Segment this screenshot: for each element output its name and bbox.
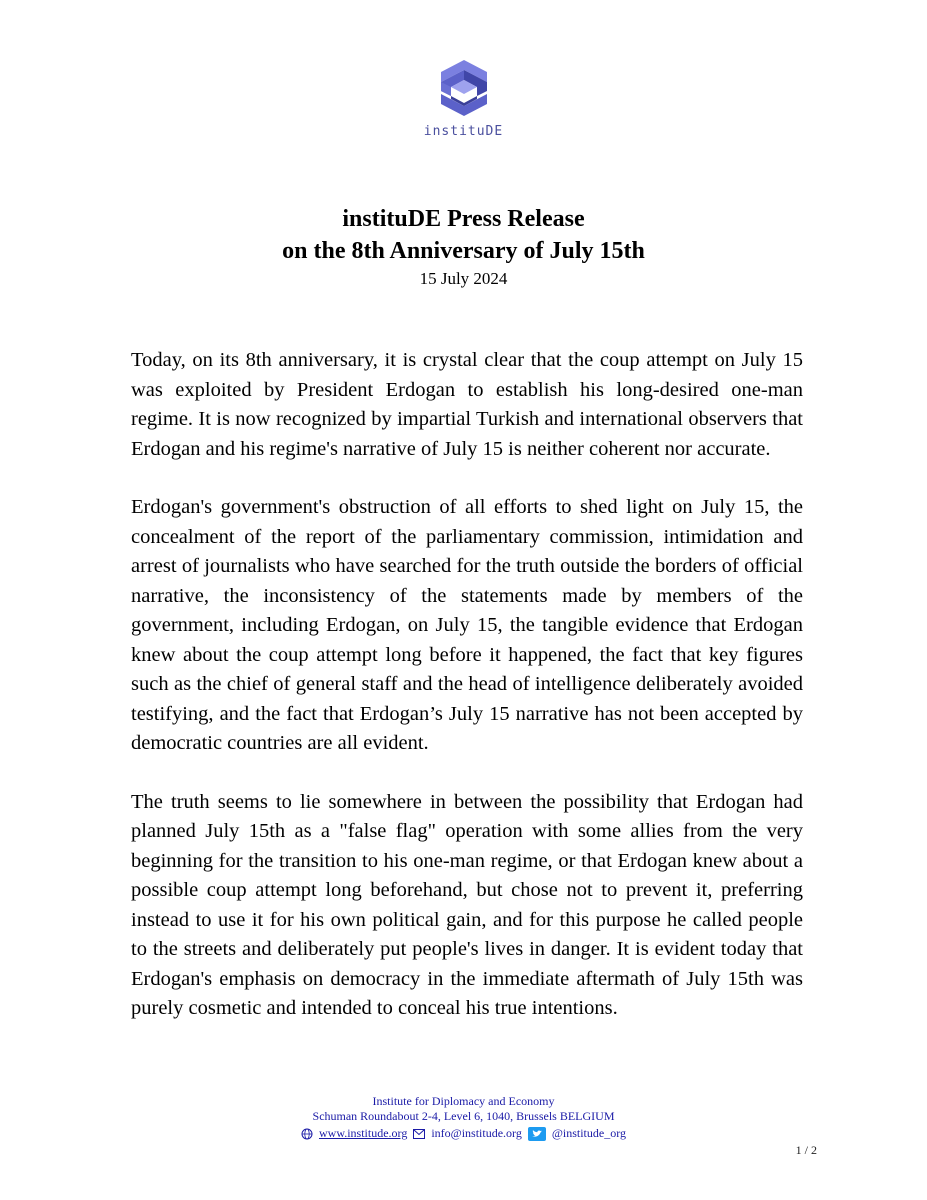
release-date: 15 July 2024: [419, 269, 508, 288]
press-release-body: [131, 346, 803, 1053]
title-block: [0, 203, 927, 289]
footer-contact: [0, 1126, 927, 1141]
footer-org: Institute for Diplomacy and Economy: [372, 1094, 555, 1108]
email-link[interactable]: info@institude.org: [431, 1126, 522, 1140]
paragraph-2: Erdogan's government's obstruction of all efforts to shed light on July 15, the concealment of the report of the parliamentary commission, intimidation and arrest of journalists who have searched for the truth outside the borders of official narrative, the inconsistency of the statements made by members of the government, including Erdogan, on July 15, the tangible evidence that Erdogan knew about the coup attempt long before it happened, the fact that key figures such as the chief of general staff and the head of intelligence deliberately avoided testifying, and the fact that Erdogan’s July 15 narrative has not been accepted by democratic countries are all evident.: [131, 496, 803, 754]
institude-logo-icon: [437, 58, 491, 118]
paragraph-1: Today, on its 8th anniversary, it is crystal clear that the coup attempt on July 15 was exploited by President Erdogan to establish his long-desired one-man regime. It is now recognized by impartial Turkish and international observers that Erdogan and his regime's narrative of July 15 is neither coherent nor accurate.: [131, 349, 803, 460]
title-line-1: instituDE Press Release: [342, 206, 585, 232]
logo: [0, 58, 927, 139]
page-number: 1 / 2: [795, 1143, 817, 1157]
paragraph-3: The truth seems to lie somewhere in between the possibility that Erdogan had planned July 15th as a "false flag" operation with some allies from the very beginning for the transition to his one-man regime, or that Erdogan knew about a possible coup attempt long beforehand, but chose not to prevent it, preferring instead to use it for his own political gain, and for this purpose he called people to the streets and deliberately put people's lives in danger. It is evident today that Erdogan's emphasis on democracy in the immediate aftermath of July 15th was purely cosmetic and intended to conceal his true intentions.: [131, 790, 803, 1019]
envelope-icon: [413, 1129, 425, 1139]
footer: [0, 1094, 927, 1141]
title-line-2: on the 8th Anniversary of July 15th: [282, 238, 645, 264]
logo-wordmark: instituDE: [423, 124, 504, 139]
twitter-handle[interactable]: @institude_org: [551, 1126, 626, 1140]
globe-icon: [301, 1128, 313, 1140]
footer-address: Schuman Roundabout 2-4, Level 6, 1040, Brussels BELGIUM: [312, 1109, 615, 1123]
twitter-icon: [528, 1127, 546, 1141]
website-link[interactable]: www.institude.org: [318, 1126, 408, 1140]
